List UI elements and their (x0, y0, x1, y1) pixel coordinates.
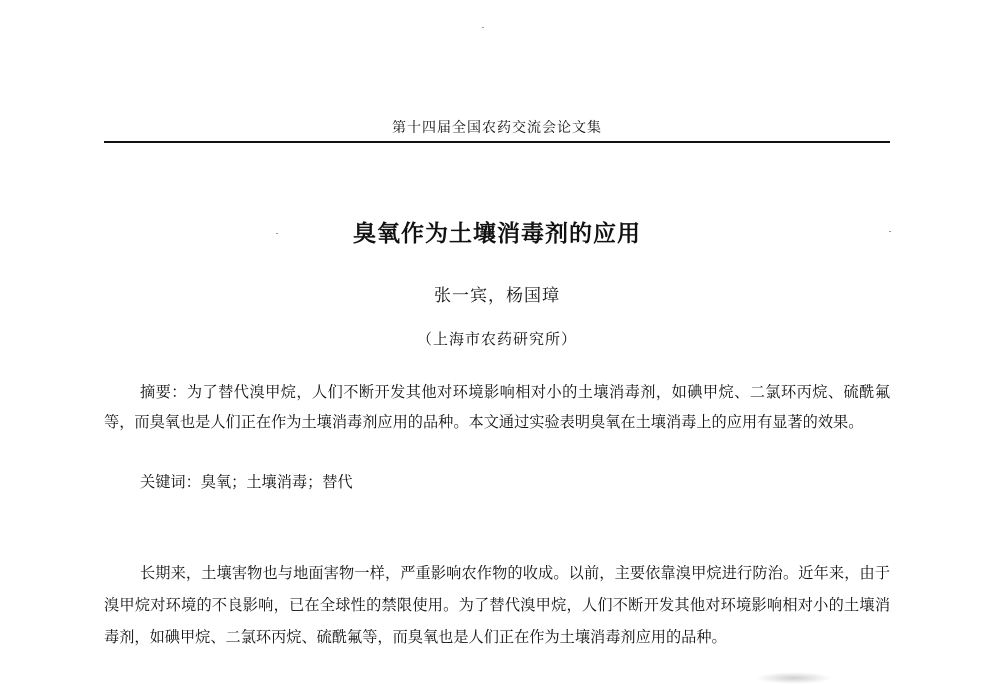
keywords-line: 关键词：臭氧；土壤消毒；替代 (140, 473, 353, 491)
article-title: 臭氧作为土壤消毒剂的应用 (353, 220, 641, 247)
article-affiliation: （上海市农药研究所） (416, 330, 577, 348)
running-head: 第十四届全国农药交流会论文集 (392, 120, 602, 136)
body-paragraph: 长期来，土壤害物也与地面害物一样，严重影响农作物的收成。以前，主要依靠溴甲烷进行防治。近年来，由于溴甲烷对环境的不良影响，已在全球性的禁限使用。为了替代溴甲烷，人们不断开发其他对环境影响相对小的土壤消毒剂，如碘甲烷、二氯环丙烷、硫酰氟等，而臭氧也是人们正在作为土壤消毒剂应用的品种。 (104, 564, 890, 646)
scan-speck (482, 27, 484, 28)
header-rule (104, 141, 890, 143)
abstract-paragraph: 摘要：为了替代溴甲烷，人们不断开发其他对环境影响相对小的土壤消毒剂，如碘甲烷、二氯环丙烷、硫酰氟等，而臭氧也是人们正在作为土壤消毒剂应用的品种。本文通过实验表明臭氧在土壤消毒上的应用有显著的效果。 (104, 383, 890, 431)
article-authors: 张一宾，杨国璋 (434, 286, 560, 306)
scan-smudge (756, 672, 832, 684)
